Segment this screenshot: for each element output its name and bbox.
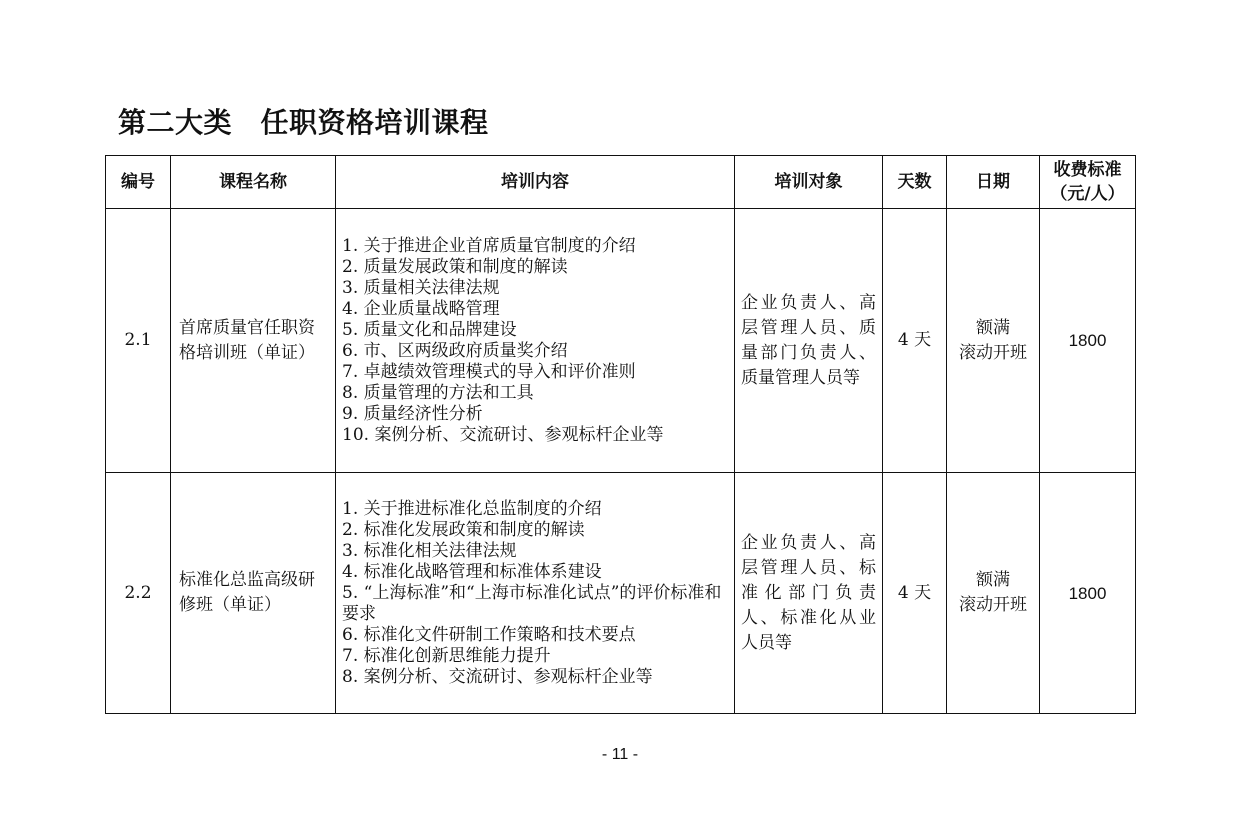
list-item: 3. 标准化相关法律法规 bbox=[342, 540, 517, 561]
list-item: 5. “上海标准”和“上海市标准化试点”的评价标准和要求 bbox=[342, 582, 722, 624]
date-line1: 额满 bbox=[976, 317, 1010, 338]
cell-name: 首席质量官任职资格培训班（单证） bbox=[171, 209, 336, 473]
header-num: 编号 bbox=[106, 156, 171, 209]
list-item: 6. 标准化文件研制工作策略和技术要点 bbox=[342, 624, 636, 645]
date-line1: 额满 bbox=[976, 570, 1010, 590]
header-fee bbox=[1040, 156, 1136, 209]
header-fee-line2: （元/人） bbox=[1050, 184, 1125, 204]
section-title: 第二大类 任职资格培训课程 bbox=[118, 106, 489, 139]
cell-content bbox=[336, 209, 735, 473]
cell-days: 4 天 bbox=[883, 209, 947, 473]
date-line2: 滚动开班 bbox=[959, 595, 1027, 615]
list-item: 5. 质量文化和品牌建设 bbox=[342, 319, 517, 340]
list-item: 4. 企业质量战略管理 bbox=[342, 298, 500, 319]
list-item: 1. 关于推进企业首席质量官制度的介绍 bbox=[342, 235, 636, 256]
cell-name: 标准化总监高级研修班（单证） bbox=[171, 473, 336, 714]
table-row bbox=[106, 209, 1136, 473]
header-name: 课程名称 bbox=[171, 156, 336, 209]
cell-date bbox=[947, 473, 1040, 714]
header-days: 天数 bbox=[883, 156, 947, 209]
cell-num: 2.1 bbox=[106, 209, 171, 473]
date-line2: 滚动开班 bbox=[959, 342, 1027, 363]
header-target: 培训对象 bbox=[735, 156, 883, 209]
cell-date bbox=[947, 209, 1040, 473]
list-item: 2. 标准化发展政策和制度的解读 bbox=[342, 519, 585, 540]
cell-fee: 1800 bbox=[1040, 209, 1136, 473]
list-item: 1. 关于推进标准化总监制度的介绍 bbox=[342, 498, 602, 519]
list-item: 7. 卓越绩效管理模式的导入和评价准则 bbox=[342, 361, 636, 382]
list-item: 6. 市、区两级政府质量奖介绍 bbox=[342, 340, 568, 361]
table-row bbox=[106, 473, 1136, 714]
cell-days: 4 天 bbox=[883, 473, 947, 714]
list-item: 3. 质量相关法律法规 bbox=[342, 277, 500, 298]
cell-fee: 1800 bbox=[1040, 473, 1136, 714]
cell-content bbox=[336, 473, 735, 714]
header-date: 日期 bbox=[947, 156, 1040, 209]
list-item: 8. 质量管理的方法和工具 bbox=[342, 382, 534, 403]
page-number: - 11 - bbox=[601, 746, 639, 763]
table-header-row bbox=[106, 156, 1136, 209]
list-item: 10. 案例分析、交流研讨、参观标杆企业等 bbox=[342, 424, 664, 445]
cell-num: 2.2 bbox=[106, 473, 171, 714]
cell-target: 企业负责人、高层管理人员、质量部门负责人、质量管理人员等 bbox=[735, 209, 883, 473]
content-list bbox=[342, 499, 730, 688]
header-content: 培训内容 bbox=[336, 156, 735, 209]
content-list bbox=[342, 236, 730, 446]
list-item: 8. 案例分析、交流研讨、参观标杆企业等 bbox=[342, 666, 653, 687]
course-table bbox=[105, 155, 1136, 714]
list-item: 4. 标准化战略管理和标准体系建设 bbox=[342, 561, 602, 582]
list-item: 7. 标准化创新思维能力提升 bbox=[342, 645, 551, 666]
header-fee-line1: 收费标准 bbox=[1053, 160, 1122, 180]
list-item: 2. 质量发展政策和制度的解读 bbox=[342, 256, 568, 277]
list-item: 9. 质量经济性分析 bbox=[342, 403, 483, 424]
cell-target: 企业负责人、高层管理人员、标准化部门负责人、标准化从业人员等 bbox=[735, 473, 883, 714]
